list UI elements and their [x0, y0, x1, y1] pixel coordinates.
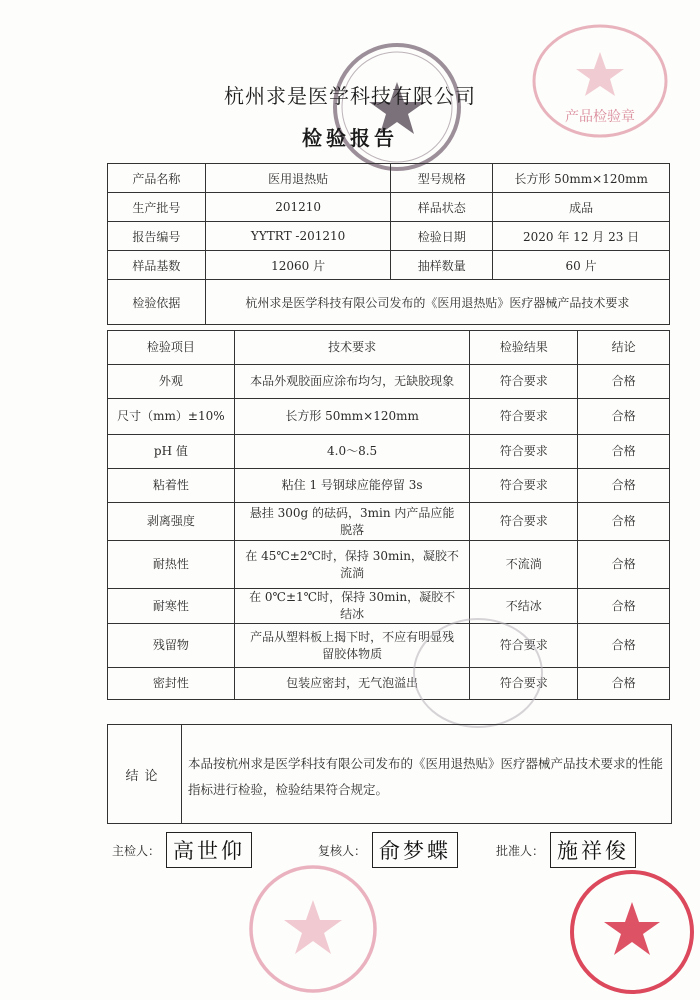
info-row-batch-number	[108, 193, 670, 222]
item-conclusion: 合格	[578, 399, 670, 435]
info-value: YYTRT -201210	[205, 222, 391, 251]
inspection-item-row	[108, 469, 670, 503]
item-result: 符合要求	[470, 365, 578, 399]
item-result: 符合要求	[470, 668, 578, 700]
info-value: 成品	[493, 193, 670, 222]
inspection-items-table	[107, 330, 670, 700]
item-conclusion: 合格	[578, 503, 670, 541]
item-conclusion: 合格	[578, 435, 670, 469]
item-conclusion: 合格	[578, 589, 670, 624]
col-header-requirement: 技术要求	[234, 331, 470, 365]
inspection-item-row	[108, 399, 670, 435]
product-seal-text: 产品检验章	[565, 109, 635, 125]
item-conclusion: 合格	[578, 469, 670, 503]
item-conclusion: 合格	[578, 541, 670, 589]
info-label: 生产批号	[108, 193, 206, 222]
item-name: 耐寒性	[108, 589, 235, 624]
inspection-item-row	[108, 541, 670, 589]
inspection-item-row	[108, 435, 670, 469]
item-name: 残留物	[108, 624, 235, 668]
quality-management-seal	[246, 862, 380, 996]
info-value: 60 片	[493, 251, 670, 280]
item-result: 符合要求	[470, 469, 578, 503]
inspector-name: 高世仰	[166, 832, 252, 868]
info-label: 型号规格	[391, 164, 493, 193]
item-result: 不流淌	[470, 541, 578, 589]
faint-middle-seal	[408, 614, 548, 732]
item-requirement: 粘住 1 号钢球应能停留 3s	[234, 469, 470, 503]
inspection-item-row	[108, 365, 670, 399]
inspector-label: 主检人：	[112, 843, 161, 858]
item-requirement: 4.0～8.5	[234, 435, 470, 469]
inspection-item-row	[108, 589, 670, 624]
item-requirement: 长方形 50mm×120mm	[234, 399, 470, 435]
reviewer-name: 俞梦蝶	[372, 832, 458, 868]
items-header-row	[108, 331, 670, 365]
item-requirement: 在 45℃±2℃时，保持 30min，凝胶不流淌	[234, 541, 470, 589]
item-name: 粘着性	[108, 469, 235, 503]
info-value: 医用退热贴	[205, 164, 391, 193]
item-result: 不结冰	[470, 589, 578, 624]
item-requirement: 包装应密封，无气泡溢出	[234, 668, 470, 700]
col-header-item: 检验项目	[108, 331, 235, 365]
basis-row	[108, 280, 670, 325]
item-name: 尺寸（mm）±10%	[108, 399, 235, 435]
inspection-item-row	[108, 668, 670, 700]
item-requirement: 在 0℃±1℃时，保持 30min，凝胶不结冰	[234, 589, 470, 624]
reviewer-label: 复核人：	[318, 843, 367, 858]
info-label: 产品名称	[108, 164, 206, 193]
info-label: 报告编号	[108, 222, 206, 251]
col-header-conclusion: 结论	[578, 331, 670, 365]
info-label: 检验日期	[391, 222, 493, 251]
info-label: 样品基数	[108, 251, 206, 280]
info-row-report-number	[108, 222, 670, 251]
item-name: 外观	[108, 365, 235, 399]
conclusion-box	[107, 724, 672, 824]
item-result: 符合要求	[470, 503, 578, 541]
item-conclusion: 合格	[578, 365, 670, 399]
inspection-basis-table	[107, 279, 670, 325]
info-value: 12060 片	[205, 251, 391, 280]
info-row-product-name	[108, 164, 670, 193]
item-name: 耐热性	[108, 541, 235, 589]
info-label: 样品状态	[391, 193, 493, 222]
info-label: 抽样数量	[391, 251, 493, 280]
info-value: 2020 年 12 月 23 日	[493, 222, 670, 251]
item-name: 密封性	[108, 668, 235, 700]
item-conclusion: 合格	[578, 668, 670, 700]
approver-signature	[496, 832, 636, 868]
basis-text: 杭州求是医学科技有限公司发布的《医用退热贴》医疗器械产品技术要求	[205, 280, 669, 325]
item-requirement: 产品从塑料板上揭下时，不应有明显残留胶体物质	[234, 624, 470, 668]
approver-label: 批准人：	[496, 843, 545, 858]
item-result: 符合要求	[470, 399, 578, 435]
company-name: 杭州求是医学科技有限公司	[224, 84, 476, 108]
item-name: pH 值	[108, 435, 235, 469]
conclusion-text: 本品按杭州求是医学科技有限公司发布的《医用退热贴》医疗器械产品技术要求的性能指标进行检验，检验结果符合规定。	[188, 756, 664, 797]
conclusion-label: 结论	[108, 725, 182, 823]
item-conclusion: 合格	[578, 624, 670, 668]
inspector-signature	[112, 832, 252, 868]
partner-quality-seal	[560, 866, 700, 996]
inspection-item-row	[108, 624, 670, 668]
report-title: 检验报告	[302, 126, 398, 150]
approver-name: 施祥俊	[550, 832, 636, 868]
info-row-sample-base	[108, 251, 670, 280]
product-info-table	[107, 163, 670, 280]
col-header-result: 检验结果	[470, 331, 578, 365]
basis-label: 检验依据	[108, 280, 206, 325]
item-requirement: 悬挂 300g 的砝码，3min 内产品应能脱落	[234, 503, 470, 541]
info-value: 201210	[205, 193, 391, 222]
inspection-item-row	[108, 503, 670, 541]
item-name: 剥离强度	[108, 503, 235, 541]
item-requirement: 本品外观胶面应涂布均匀，无缺胶现象	[234, 365, 470, 399]
item-result: 符合要求	[470, 624, 578, 668]
info-value: 长方形 50mm×120mm	[493, 164, 670, 193]
item-result: 符合要求	[470, 435, 578, 469]
